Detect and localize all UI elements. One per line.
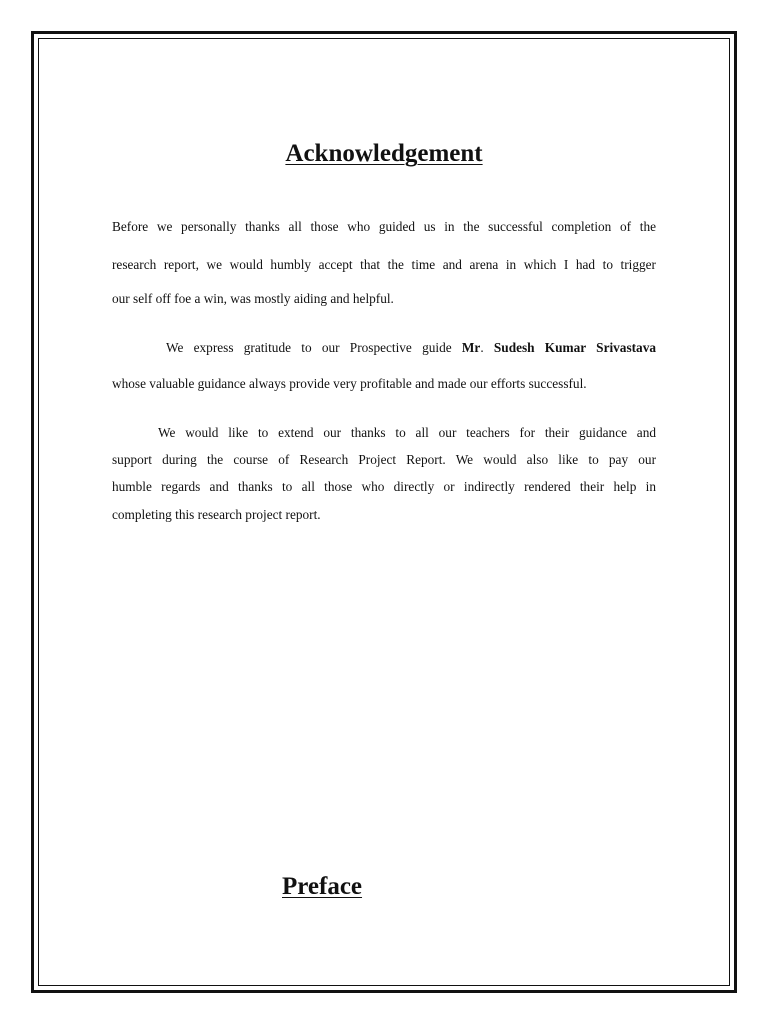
- ack-paragraph2-prefix: We express gratitude to our Prospective guide: [166, 340, 462, 355]
- preface-title: Preface: [282, 873, 363, 900]
- ack-paragraph2-line1: [166, 339, 656, 357]
- ack-paragraph3-line1: We would like to extend our thanks to all our teachers for their guidance and: [158, 425, 656, 440]
- guide-title: Mr: [461, 340, 481, 355]
- acknowledgement-title: Acknowledgement: [285, 140, 483, 167]
- ack-paragraph3-line2: support during the course of Research Project Report. We would also like to pay our: [112, 452, 656, 467]
- guide-name: Sudesh Kumar Srivastava: [493, 340, 657, 355]
- ack-paragraph2-line2: whose valuable guidance always provide very profitable and made our efforts successful.: [112, 376, 587, 391]
- guide-title-dot: .: [480, 340, 494, 355]
- ack-paragraph3-line4: completing this research project report.: [112, 507, 321, 522]
- ack-paragraph1-line3: our self off foe a win, was mostly aiding and helpful.: [112, 291, 394, 306]
- ack-paragraph1-line1: Before we personally thanks all those who guided us in the successful completion of the: [112, 219, 656, 234]
- ack-paragraph1-line2: research report, we would humbly accept that the time and arena in which I had to trigger: [112, 257, 656, 272]
- ack-paragraph3-line3: humble regards and thanks to all those who directly or indirectly rendered their help in: [112, 479, 656, 494]
